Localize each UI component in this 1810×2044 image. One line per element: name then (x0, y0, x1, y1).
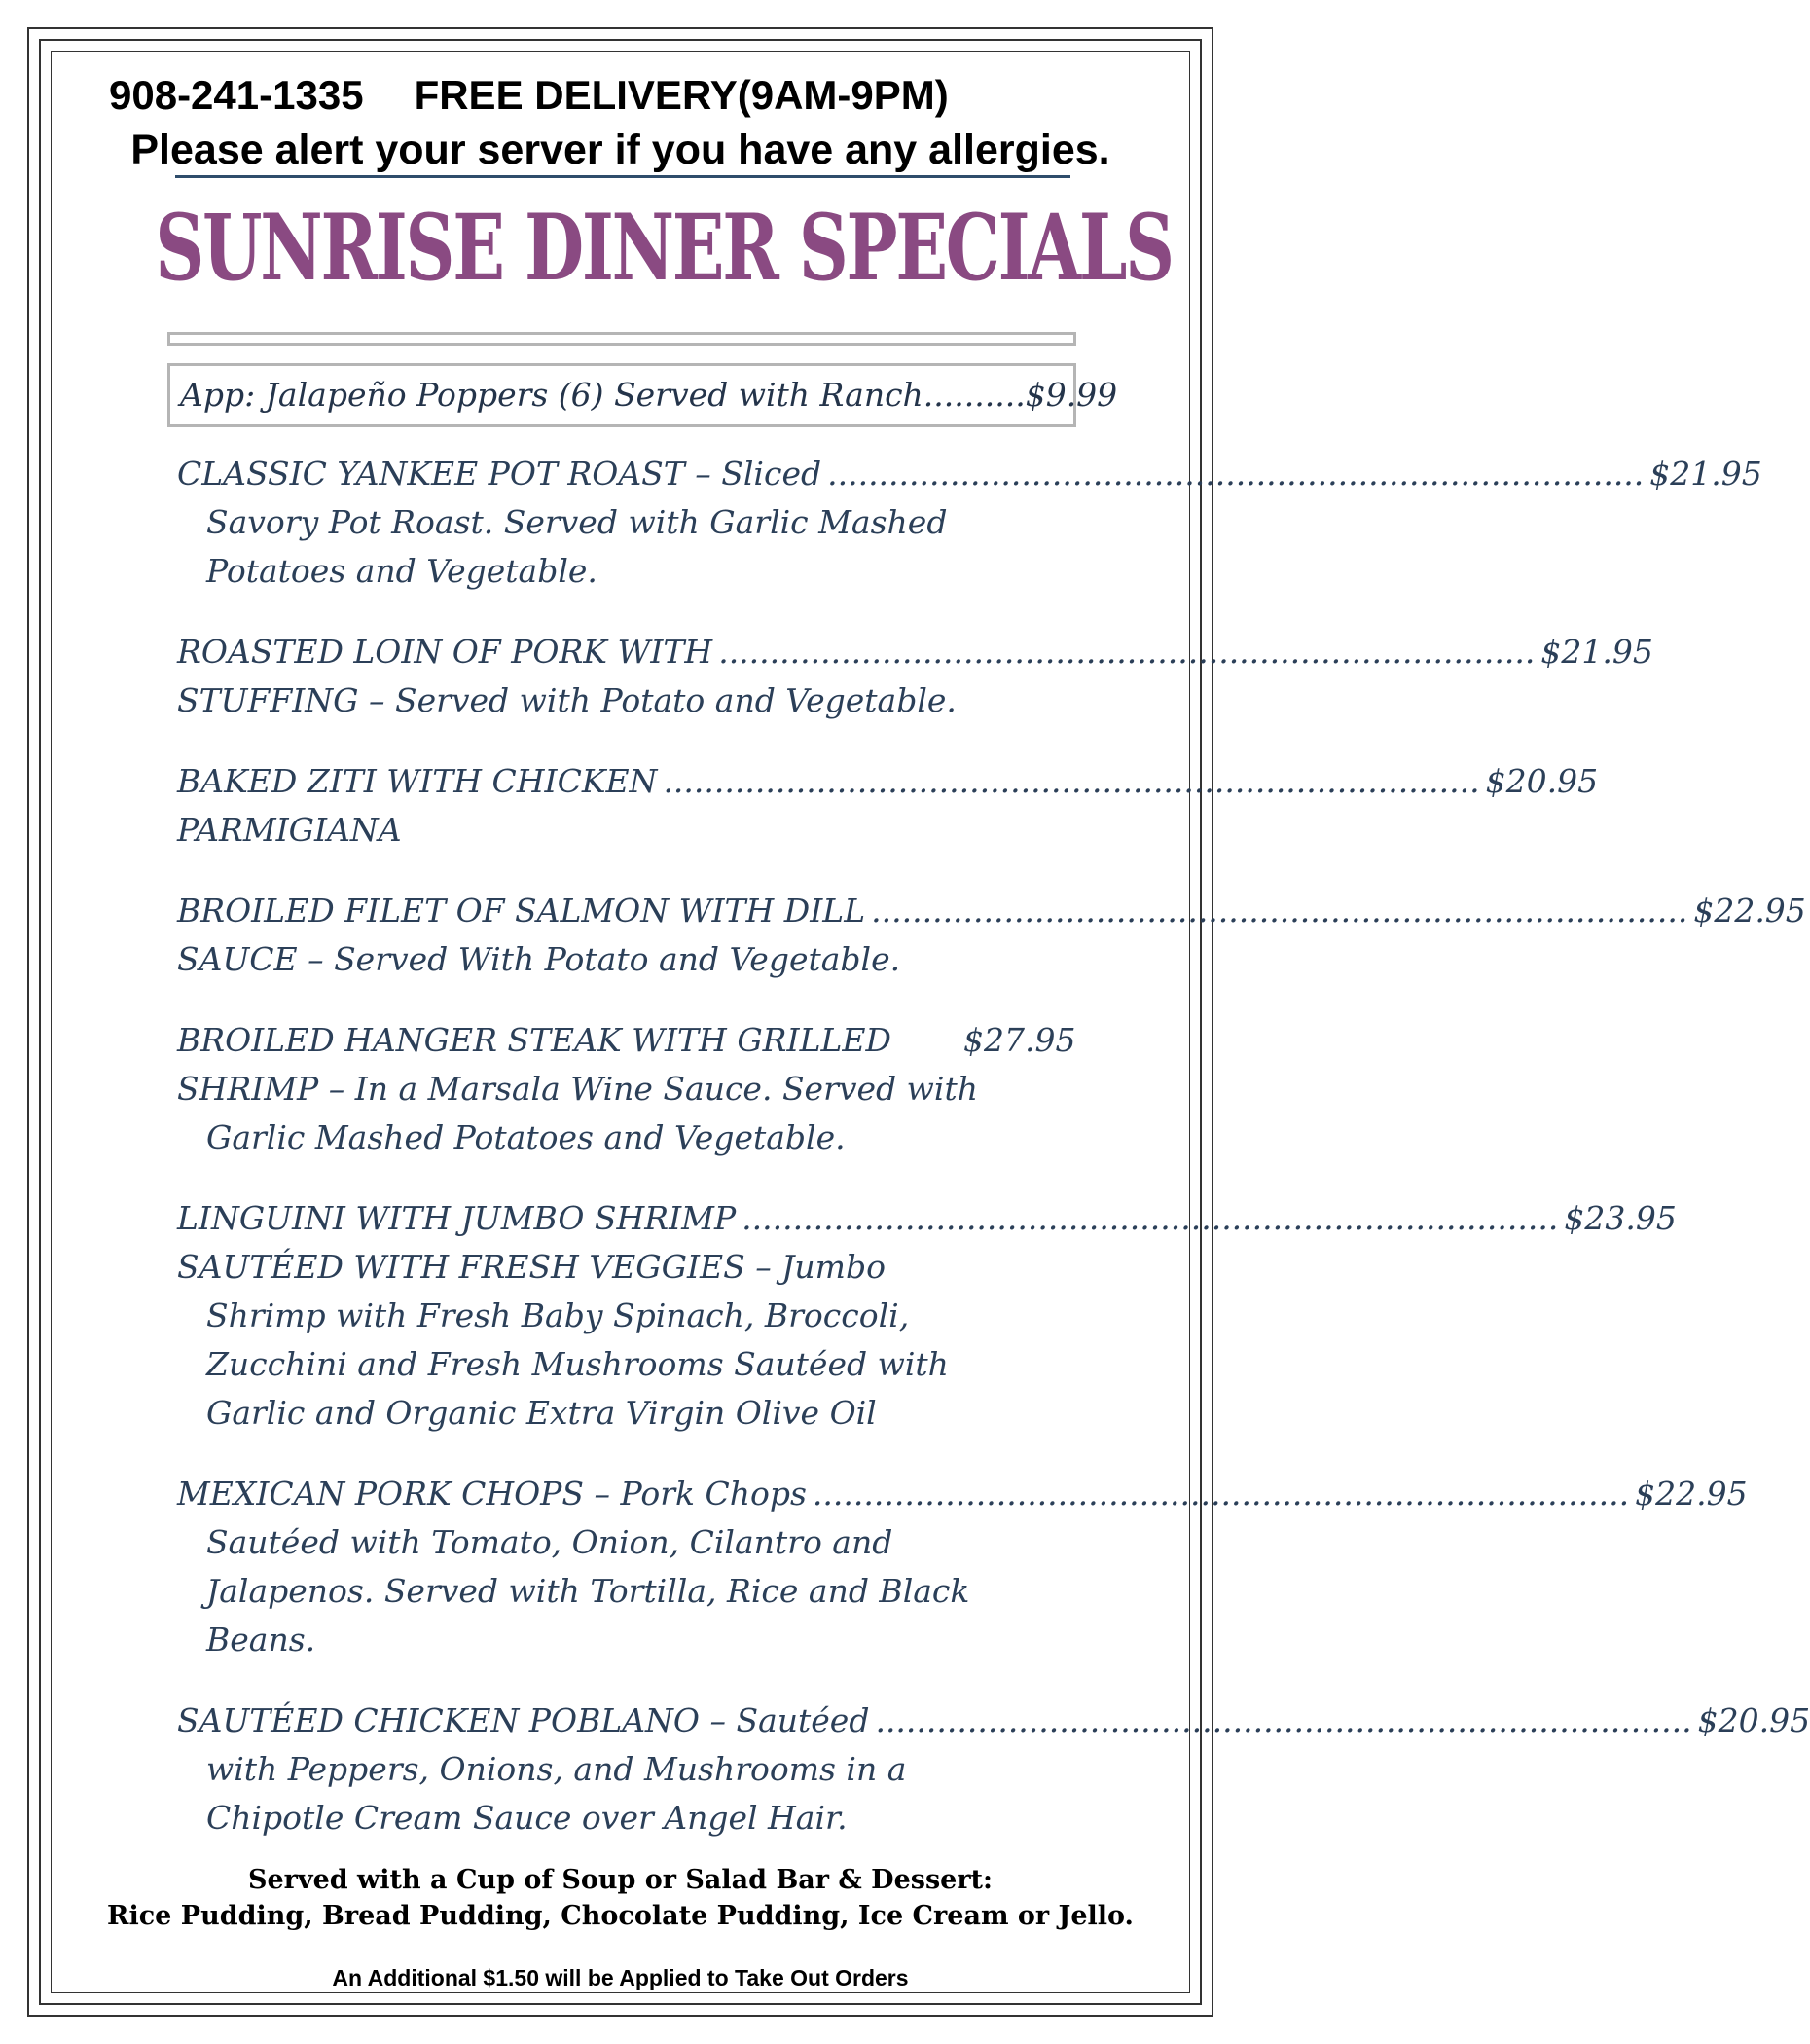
item-price: $23.95 (1564, 1199, 1677, 1237)
item-price: $21.95 (1649, 455, 1762, 493)
item-description: Sautéed with Tomato, Onion, Cilantro and (206, 1523, 893, 1561)
item-description: Savory Pot Roast. Served with Garlic Mashed (206, 503, 948, 541)
allergy-underline (175, 175, 1070, 178)
item-description: STUFFING – Served with Potato and Vegetable. (177, 681, 957, 719)
phone-number: 908-241-1335 (109, 72, 364, 118)
menu-item (177, 887, 1806, 984)
leader-dots: ................................................................................ (875, 1701, 1692, 1739)
item-name: BROILED FILET OF SALMON WITH DILL (177, 892, 866, 930)
item-description: PARMIGIANA (177, 811, 402, 849)
menu-item (177, 1016, 1076, 1162)
specials-list (177, 450, 1810, 1875)
served-with-note: Served with a Cup of Soup or Salad Bar & Dessert: (248, 1865, 993, 1895)
item-description: SAUTÉED WITH FRESH VEGGIES – Jumbo (177, 1248, 886, 1286)
item-price: $20.95 (1485, 762, 1599, 800)
leader-dots: ................................................................................ (718, 633, 1536, 671)
item-price: $22.95 (1693, 892, 1806, 930)
item-price: $27.95 (963, 1021, 1076, 1059)
item-name: BROILED HANGER STEAK WITH GRILLED (177, 1021, 891, 1059)
menu-item (177, 628, 1653, 725)
item-description: Potatoes and Vegetable. (206, 552, 597, 590)
contact-line (109, 72, 1179, 119)
menu-item (177, 1470, 1748, 1664)
item-price: $20.95 (1697, 1701, 1810, 1739)
item-price: $21.95 (1540, 633, 1653, 671)
item-name: BAKED ZITI WITH CHICKEN (177, 762, 658, 800)
menu-title: SUNRISE DINER SPECIALS (155, 195, 1173, 302)
item-name: SAUTÉED CHICKEN POBLANO – Sautéed (177, 1701, 870, 1739)
item-name: ROASTED LOIN OF PORK WITH (177, 633, 713, 671)
leader-dots: ................................................................................ (742, 1199, 1559, 1237)
menu-item (177, 1697, 1810, 1843)
item-description: with Peppers, Onions, and Mushrooms in a (206, 1750, 907, 1788)
leader-dots: ................................................................................ (827, 455, 1645, 493)
allergy-notice: Please alert your server if you have any allergies. (130, 127, 1110, 173)
takeout-surcharge-note: An Additional $1.50 will be Applied to Take Out Orders (332, 1965, 909, 1990)
item-name: CLASSIC YANKEE POT ROAST – Sliced (177, 455, 822, 493)
leader-dots: ................................................................................ (871, 892, 1688, 930)
leader-dots: ................................................................................ (663, 762, 1480, 800)
item-name: MEXICAN PORK CHOPS – Pork Chops (177, 1475, 807, 1513)
item-description: SHRIMP – In a Marsala Wine Sauce. Served with (177, 1070, 978, 1108)
item-description: Garlic Mashed Potatoes and Vegetable. (206, 1118, 846, 1156)
menu-item (177, 757, 1599, 855)
item-description: Shrimp with Fresh Baby Spinach, Broccoli, (206, 1296, 910, 1334)
item-price: $22.95 (1635, 1475, 1748, 1513)
item-name: LINGUINI WITH JUMBO SHRIMP (177, 1199, 737, 1237)
menu-item (177, 1194, 1677, 1438)
leader-dots: ................................................................................ (812, 1475, 1630, 1513)
item-description: SAUCE – Served With Potato and Vegetable. (177, 940, 901, 978)
item-description: Chipotle Cream Sauce over Angel Hair. (206, 1799, 848, 1837)
menu-item (177, 450, 1762, 596)
item-description: Garlic and Organic Extra Virgin Olive Oil (206, 1394, 877, 1432)
item-description: Jalapenos. Served with Tortilla, Rice and Black (206, 1572, 970, 1610)
title-divider (167, 332, 1076, 346)
delivery-hours: FREE DELIVERY(9AM-9PM) (414, 72, 949, 118)
appetizer-box: App: Jalapeño Poppers (6) Served with Ranch..........$9.99 (167, 363, 1076, 427)
item-description: Zucchini and Fresh Mushrooms Sautéed with (206, 1345, 949, 1383)
item-description: Beans. (206, 1621, 316, 1659)
dessert-options: Rice Pudding, Bread Pudding, Chocolate Pudding, Ice Cream or Jello. (107, 1901, 1134, 1931)
